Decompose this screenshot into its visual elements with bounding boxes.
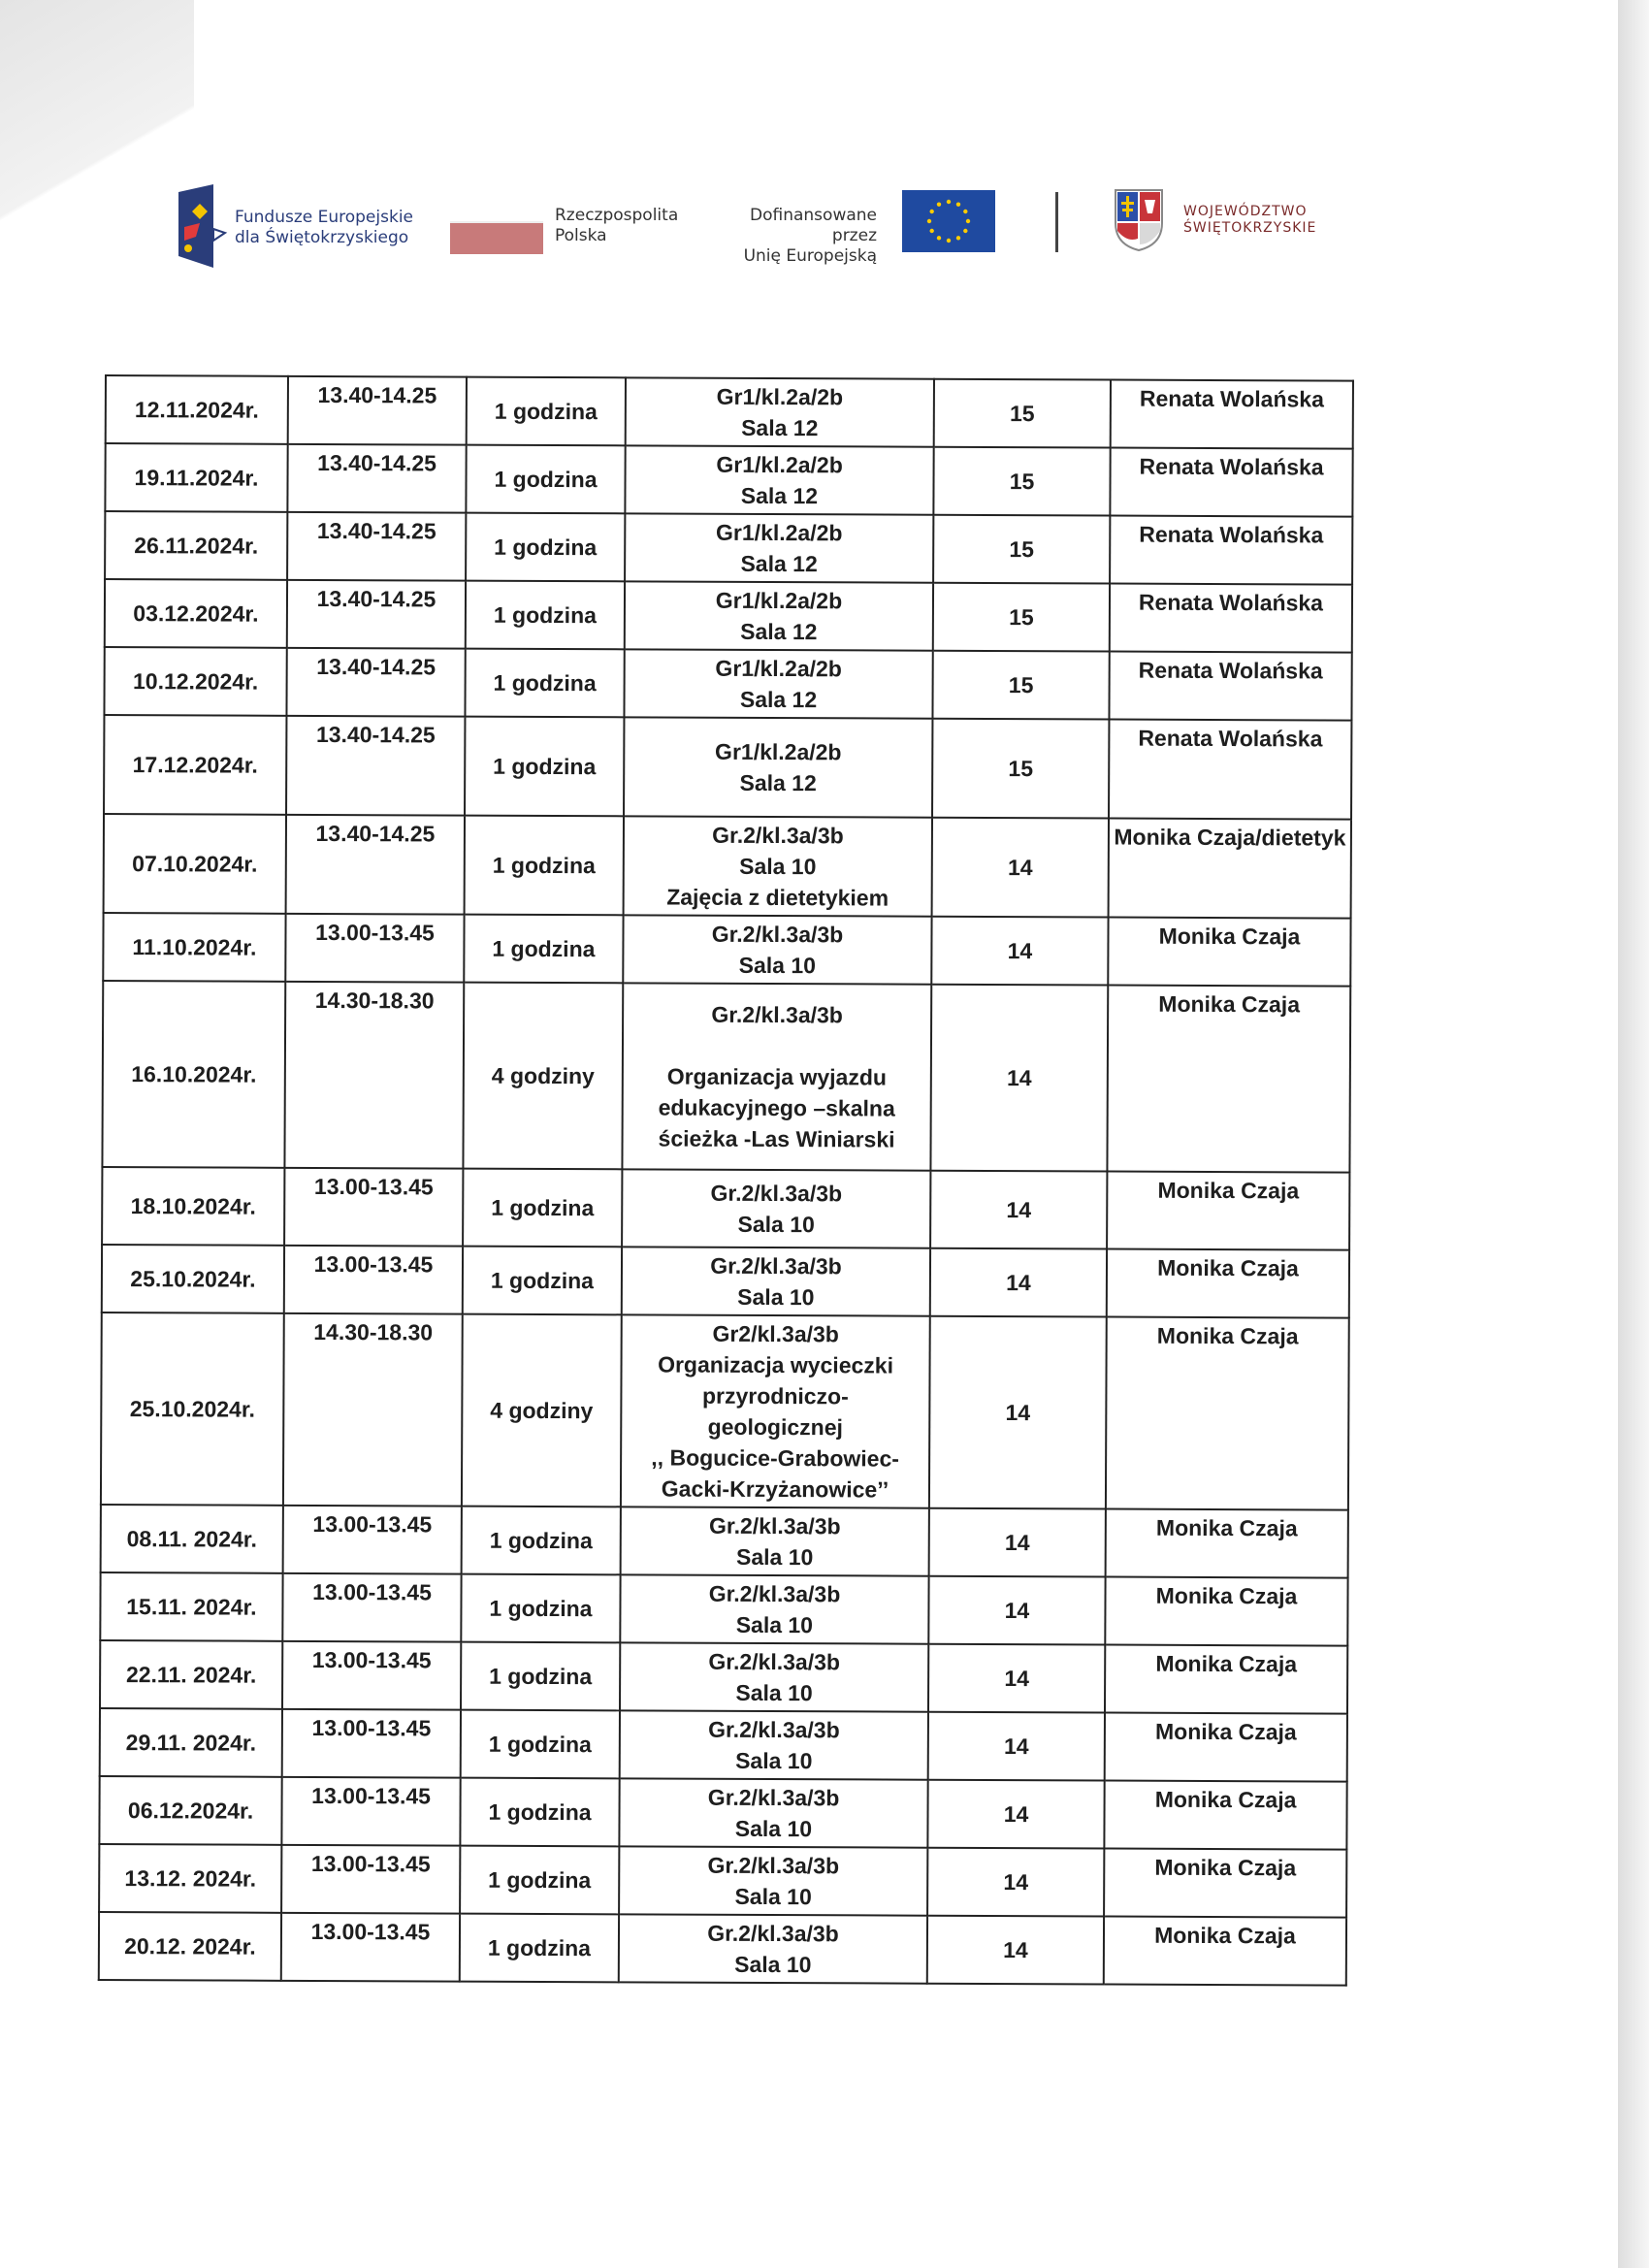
rp-line-2: Polska <box>555 226 607 245</box>
duration-cell: 1 godzina <box>463 1247 622 1315</box>
group-cell <box>620 1574 928 1643</box>
teacher-cell: Monika Czaja <box>1107 1249 1349 1318</box>
date-cell: 25.10.2024r. <box>102 1245 284 1313</box>
duration-cell: 1 godzina <box>467 377 626 446</box>
teacher-cell: Monika Czaja <box>1107 1172 1349 1250</box>
time-cell: 13.00-13.45 <box>282 1573 461 1642</box>
group-line <box>628 1029 926 1061</box>
group-line: Gr1/kl.2a/2b <box>715 738 842 765</box>
teacher-cell: Monika Czaja <box>1108 918 1350 987</box>
duration-cell: 1 godzina <box>463 1169 622 1247</box>
date-cell: 13.12. 2024r. <box>99 1844 281 1913</box>
woj-line-2: ŚWIĘTOKRZYSKIE <box>1183 220 1317 236</box>
duration-cell: 1 godzina <box>466 445 625 514</box>
duration-cell: 4 godziny <box>463 983 623 1170</box>
time-cell: 13.00-13.45 <box>282 1641 461 1710</box>
participants-cell: 14 <box>927 1916 1104 1985</box>
table-row <box>105 511 1352 585</box>
group-line: Gr.2/kl.3a/3b <box>708 1648 841 1675</box>
group-line: Gr.2/kl.3a/3b <box>707 1784 840 1811</box>
group-line: Gr.2/kl.3a/3b <box>709 1512 841 1539</box>
group-line: Gacki-Krzyżanowice’’ <box>661 1475 889 1503</box>
table-row <box>102 1167 1349 1250</box>
group-cell <box>623 915 931 984</box>
group-cell <box>620 1642 928 1711</box>
logo-bar <box>175 180 1319 268</box>
table-row <box>101 1505 1348 1578</box>
fundusze-europejskie-logo-icon <box>175 184 229 268</box>
group-cell <box>621 1314 930 1507</box>
schedule-table <box>98 374 1354 1987</box>
group-cell <box>625 513 933 582</box>
duration-cell: 1 godzina <box>460 1846 619 1915</box>
date-cell: 11.10.2024r. <box>103 913 285 982</box>
table-row <box>100 1572 1347 1646</box>
table-row <box>100 1640 1347 1714</box>
eu-star-icon <box>956 236 960 240</box>
eu-star-icon <box>966 219 970 223</box>
participants-cell: 14 <box>929 1316 1107 1509</box>
participants-cell: 14 <box>930 1171 1107 1249</box>
woj-line-1: WOJEWÓDZTWO <box>1183 204 1308 219</box>
group-line: Gr2/kl.3a/3b <box>712 1320 839 1347</box>
participants-cell: 14 <box>928 1644 1105 1713</box>
group-line: Sala 12 <box>740 482 819 509</box>
group-line: Sala 10 <box>737 1211 815 1238</box>
participants-cell: 15 <box>932 651 1109 720</box>
date-cell: 03.12.2024r. <box>105 579 287 648</box>
time-cell: 13.40-14.25 <box>287 444 466 513</box>
duration-cell: 1 godzina <box>461 1574 620 1643</box>
group-cell <box>624 816 932 916</box>
table-row <box>102 1245 1349 1318</box>
table-row <box>102 981 1350 1173</box>
eu-star-icon <box>937 202 941 206</box>
group-line: Gr1/kl.2a/2b <box>715 587 843 614</box>
date-cell: 08.11. 2024r. <box>101 1505 283 1573</box>
time-cell: 13.40-14.25 <box>288 376 467 445</box>
date-cell: 20.12. 2024r. <box>99 1912 281 1981</box>
teacher-cell: Monika Czaja <box>1104 1849 1346 1918</box>
teacher-cell: Monika Czaja <box>1104 1781 1346 1850</box>
logo-separator <box>1055 192 1058 252</box>
group-line: Sala 10 <box>737 1283 815 1311</box>
group-line: Sala 12 <box>739 686 818 713</box>
time-cell: 13.00-13.45 <box>281 1777 460 1846</box>
teacher-cell: Monika Czaja <box>1106 1317 1349 1510</box>
participants-cell: 14 <box>932 818 1109 918</box>
date-cell: 18.10.2024r. <box>102 1167 284 1246</box>
time-cell: 13.00-13.45 <box>285 914 464 983</box>
participants-cell: 14 <box>927 1780 1104 1849</box>
group-cell <box>624 649 932 718</box>
time-cell: 13.40-14.25 <box>286 716 465 816</box>
group-line: Sala 10 <box>735 1543 814 1571</box>
group-line: Gr.2/kl.3a/3b <box>707 1920 839 1947</box>
eu-line-2: Unię Europejską <box>743 246 877 266</box>
teacher-cell: Renata Wolańska <box>1110 516 1352 585</box>
table-row <box>103 913 1350 987</box>
table-row <box>106 375 1353 449</box>
table-row <box>99 1844 1346 1918</box>
participants-cell: 14 <box>929 1508 1106 1577</box>
duration-cell: 1 godzina <box>462 1507 621 1575</box>
eu-star-icon <box>947 239 951 243</box>
group-line: Sala 10 <box>734 1883 812 1910</box>
group-cell <box>622 1169 930 1247</box>
participants-cell: 15 <box>933 515 1110 584</box>
group-cell <box>619 1846 927 1915</box>
group-cell <box>626 377 934 446</box>
date-cell: 25.10.2024r. <box>101 1312 284 1506</box>
swietokrzyskie-coat-of-arms-icon <box>1114 188 1164 252</box>
teacher-cell: Monika Czaja <box>1105 1713 1347 1782</box>
date-cell: 15.11. 2024r. <box>100 1572 282 1641</box>
group-line: Sala 12 <box>740 550 818 577</box>
eu-star-icon <box>937 236 941 240</box>
teacher-cell: Renata Wolańska <box>1111 380 1353 449</box>
date-cell: 10.12.2024r. <box>104 647 286 716</box>
time-cell: 13.40-14.25 <box>287 512 466 581</box>
duration-cell: 1 godzina <box>466 513 625 582</box>
teacher-cell: Renata Wolańska <box>1109 720 1351 820</box>
time-cell: 13.40-14.25 <box>287 580 466 649</box>
group-cell <box>619 1914 927 1983</box>
rp-line-1: Rzeczpospolita <box>555 206 679 225</box>
teacher-cell: Monika Czaja <box>1105 1645 1347 1714</box>
participants-cell: 15 <box>933 583 1110 652</box>
group-cell <box>622 983 931 1170</box>
eu-star-icon <box>963 210 967 213</box>
group-line: Gr1/kl.2a/2b <box>715 655 842 682</box>
group-cell <box>621 1507 929 1575</box>
duration-cell: 1 godzina <box>465 717 624 817</box>
duration-cell: 1 godzina <box>460 1778 619 1847</box>
participants-cell: 14 <box>931 917 1108 986</box>
date-cell: 19.11.2024r. <box>105 443 287 512</box>
group-line: ścieżka -Las Winiarski <box>658 1125 895 1152</box>
date-cell: 22.11. 2024r. <box>100 1640 282 1709</box>
duration-cell: 1 godzina <box>464 915 623 984</box>
group-line: Gr.2/kl.3a/3b <box>707 1852 840 1879</box>
teacher-cell: Renata Wolańska <box>1110 584 1352 653</box>
duration-cell: 1 godzina <box>461 1642 620 1711</box>
time-cell: 13.40-14.25 <box>286 815 465 915</box>
eu-star-icon <box>929 229 933 233</box>
group-line: Sala 10 <box>735 1611 814 1638</box>
table-row <box>105 579 1352 653</box>
time-cell: 14.30-18.30 <box>284 982 464 1169</box>
time-cell: 13.00-13.45 <box>281 1913 460 1982</box>
teacher-cell: Monika Czaja <box>1106 1509 1348 1578</box>
teacher-cell: Monika Czaja <box>1105 1577 1347 1646</box>
participants-cell: 14 <box>930 985 1108 1172</box>
eu-flag-icon <box>902 190 995 252</box>
group-line: przyrodniczo- <box>701 1382 849 1409</box>
group-line: Gr.2/kl.3a/3b <box>710 1180 843 1207</box>
group-cell <box>619 1778 927 1847</box>
date-cell: 12.11.2024r. <box>106 375 288 444</box>
group-line: Sala 10 <box>739 853 817 880</box>
duration-cell: 1 godzina <box>465 649 624 718</box>
fundusze-europejskie-text <box>235 208 413 248</box>
participants-cell: 15 <box>932 719 1109 819</box>
date-cell: 26.11.2024r. <box>105 511 287 580</box>
date-cell: 06.12.2024r. <box>99 1776 281 1845</box>
group-cell <box>625 581 933 650</box>
group-line: Gr1/kl.2a/2b <box>716 451 843 478</box>
group-line: Organizacja wycieczki <box>658 1351 894 1378</box>
polish-flag-icon <box>450 221 543 254</box>
duration-cell: 1 godzina <box>465 816 624 916</box>
group-line: Gr1/kl.2a/2b <box>716 519 843 546</box>
group-line: Sala 10 <box>734 1951 812 1978</box>
participants-cell: 15 <box>933 447 1110 516</box>
eu-star-icon <box>963 229 967 233</box>
table-row <box>101 1312 1349 1510</box>
group-line: ,, Bogucice-Grabowiec- <box>651 1444 899 1472</box>
time-cell: 13.00-13.45 <box>282 1709 461 1778</box>
duration-cell: 1 godzina <box>460 1914 619 1983</box>
date-cell: 29.11. 2024r. <box>100 1708 282 1777</box>
teacher-cell: Monika Czaja <box>1107 986 1350 1173</box>
eu-star-icon <box>956 202 960 206</box>
group-line: edukacyjnego –skalna <box>658 1094 895 1121</box>
group-line: Gr.2/kl.3a/3b <box>712 822 844 849</box>
time-cell: 13.00-13.45 <box>283 1506 462 1574</box>
group-line: Gr.2/kl.3a/3b <box>711 1001 843 1028</box>
date-cell: 16.10.2024r. <box>102 981 285 1168</box>
table-row <box>99 1912 1346 1986</box>
group-line: Sala 12 <box>741 414 819 441</box>
participants-cell: 14 <box>928 1576 1105 1645</box>
participants-cell: 15 <box>934 379 1111 448</box>
group-cell <box>620 1710 928 1779</box>
group-line: Gr.2/kl.3a/3b <box>711 921 844 948</box>
duration-cell: 1 godzina <box>466 581 625 650</box>
teacher-cell: Monika Czaja <box>1104 1917 1346 1986</box>
table-row <box>104 647 1351 721</box>
teacher-cell: Monika Czaja/dietetyk <box>1109 819 1351 919</box>
group-line: Zajęcia z dietetykiem <box>666 884 889 911</box>
fe-line-2: dla Świętokrzyskiego <box>235 228 409 247</box>
participants-cell: 14 <box>927 1848 1104 1917</box>
eu-funding-text <box>714 206 877 267</box>
table-row <box>105 443 1352 517</box>
page-edge-shadow <box>1618 0 1649 2268</box>
schedule-table-body <box>99 375 1353 1986</box>
group-line: Gr.2/kl.3a/3b <box>708 1580 841 1607</box>
eu-star-icon <box>929 210 933 213</box>
wojewodztwo-text <box>1183 204 1316 237</box>
group-cell <box>622 1247 930 1315</box>
page-corner-fold <box>0 0 194 369</box>
table-row <box>99 1776 1346 1850</box>
teacher-cell: Renata Wolańska <box>1110 448 1352 517</box>
time-cell: 13.00-13.45 <box>284 1168 463 1247</box>
group-line: Sala 10 <box>734 1815 813 1842</box>
table-row <box>104 715 1351 820</box>
time-cell: 13.40-14.25 <box>286 648 465 717</box>
table-row <box>104 814 1351 919</box>
duration-cell: 4 godziny <box>462 1314 622 1507</box>
duration-cell: 1 godzina <box>461 1710 620 1779</box>
group-line: Sala 12 <box>739 769 817 796</box>
participants-cell: 14 <box>930 1248 1107 1317</box>
table-row <box>100 1708 1347 1782</box>
time-cell: 14.30-18.30 <box>283 1313 463 1507</box>
group-line: Gr1/kl.2a/2b <box>716 383 844 410</box>
group-line: Sala 10 <box>738 952 817 979</box>
group-line: Sala 10 <box>735 1679 813 1706</box>
group-line: Sala 10 <box>735 1747 813 1774</box>
participants-cell: 14 <box>928 1712 1105 1781</box>
group-cell <box>625 445 933 514</box>
time-cell: 13.00-13.45 <box>284 1246 463 1314</box>
group-line: Gr.2/kl.3a/3b <box>710 1252 842 1280</box>
date-cell: 17.12.2024r. <box>104 715 286 815</box>
time-cell: 13.00-13.45 <box>281 1845 460 1914</box>
date-cell: 07.10.2024r. <box>104 814 286 914</box>
group-line: Organizacja wyjazdu <box>666 1063 888 1090</box>
eu-star-icon <box>927 219 931 223</box>
fe-line-1: Fundusze Europejskie <box>235 208 413 227</box>
group-line: geologicznej <box>707 1413 843 1441</box>
rzeczpospolita-text <box>555 206 678 246</box>
group-line: Sala 12 <box>740 618 818 645</box>
group-cell <box>624 717 932 817</box>
eu-star-icon <box>947 200 951 204</box>
group-line: Gr.2/kl.3a/3b <box>708 1716 840 1743</box>
teacher-cell: Renata Wolańska <box>1109 652 1351 721</box>
eu-line-1: Dofinansowane przez <box>750 206 877 245</box>
